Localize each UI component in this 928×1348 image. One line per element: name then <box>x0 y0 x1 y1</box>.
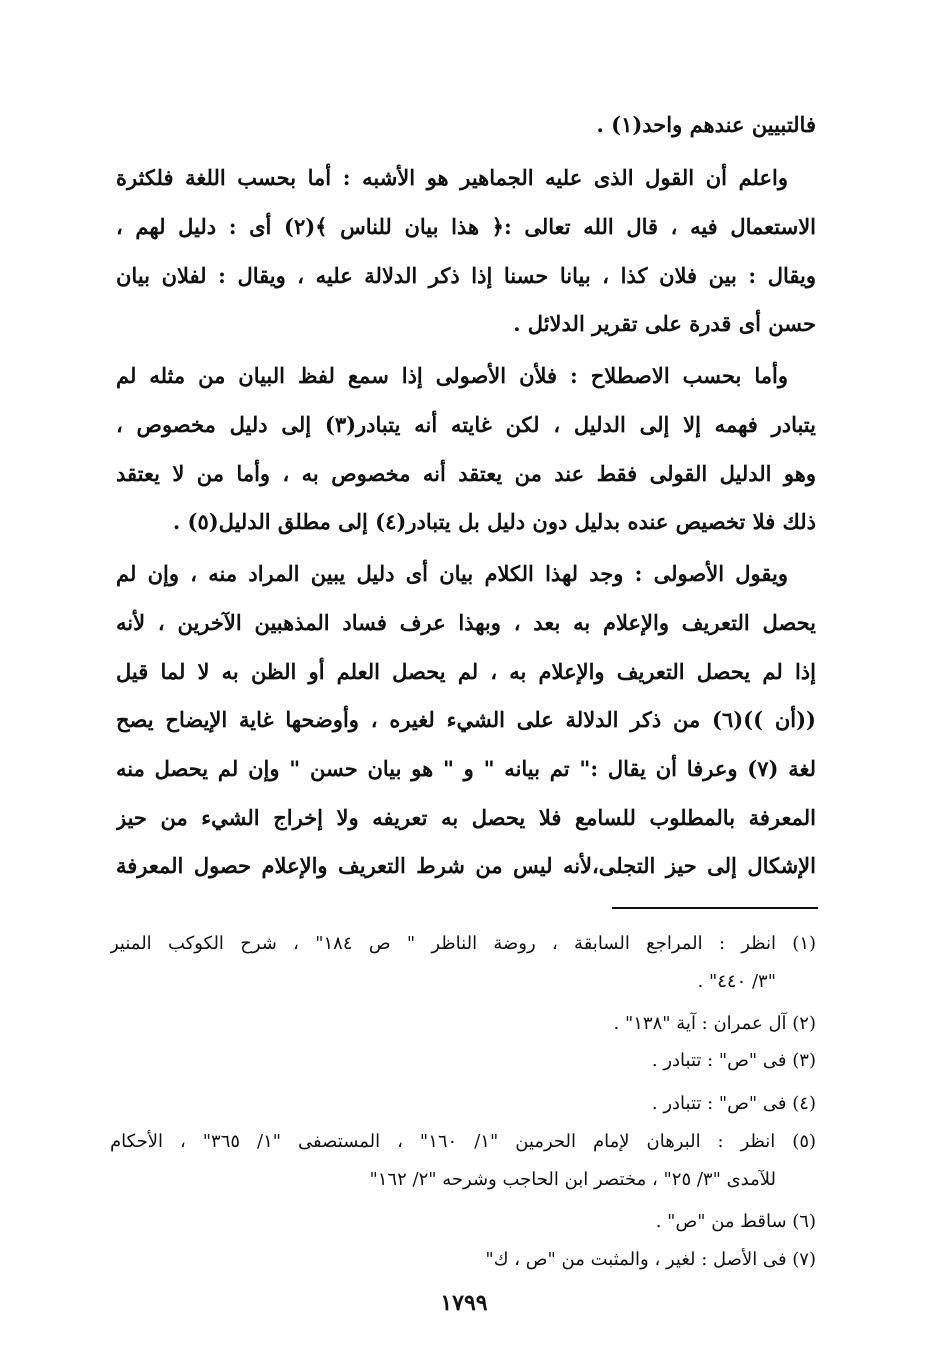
body-line: وأما بحسب الاصطلاح : فلأن الأصولى إذا سمع لفظ البيان من مثله لم <box>116 363 788 388</box>
footnote-line: (٣) فى "ص" : تتبادر . <box>651 1050 816 1071</box>
body-line: يحصل التعريف والإعلام به بعد ، وبهذا عرف فساد المذهبين الآخرين ، لأنه <box>116 610 816 635</box>
footnote-line: (١) انظر : المراجع السابقة ، روضة الناظر " ص ١٨٤" ، شرح الكوكب المنير <box>110 933 816 954</box>
body-line: فالتبيين عندهم واحد(١) . <box>596 112 816 137</box>
page-number: ١٧٩٩ <box>440 1290 488 1316</box>
footnote-line: (٧) فى الأصل : لغير ، والمثبت من "ص ، ك" <box>485 1249 816 1270</box>
body-line: إذا لم يحصل التعريف والإعلام به ، لم يحصل العلم أو الظن به لا لما قيل <box>116 659 816 684</box>
body-line: وهو الدليل القولى فقط عند من يعتقد أنه مخصوص به ، وأما من لا يعتقد <box>116 461 816 486</box>
body-line: الإشكال إلى حيز التجلى،لأنه ليس من شرط التعريف والإعلام حصول المعرفة <box>116 853 816 878</box>
body-line: لغة (٧) وعرفا أن يقال :" تم بيانه " و " هو بيان حسن " وإن لم يحصل منه <box>116 756 816 781</box>
footnote-line: "٣/ ٤٤٠" . <box>697 971 776 992</box>
footnote-separator <box>612 907 818 909</box>
body-line: المعرفة بالمطلوب للسامع فلا يحصل به تعريفه ولا إخراج الشيء من حيز <box>116 805 816 830</box>
body-line: ذلك فلا تخصيص عنده بدليل دون دليل بل يتبادر(٤) إلى مطلق الدليل(٥) . <box>172 509 816 534</box>
footnote-line: للآمدى "٣/ ٢٥" ، مختصر ابن الحاجب وشرحه "٢/ ١٦٢" <box>369 1169 776 1190</box>
footnote-line: (٥) انظر : البرهان لإمام الحرمين "١/ ١٦٠" ، المستصفى "١/ ٣٦٥" ، الأحكام <box>110 1131 816 1152</box>
body-line: ويقال : بين فلان كذا ، بيانا حسنا إذا ذكر الدلالة عليه ، ويقال : لفلان بيان <box>116 263 816 288</box>
footnote-line: (٢) آل عمران : آية "١٣٨" . <box>613 1013 816 1034</box>
footnote-line: (٤) فى "ص" : تتبادر . <box>651 1093 816 1114</box>
body-line: الاستعمال فيه ، قال الله تعالى :﴿ هذا بيان للناس ﴾(٢) أى : دليل لهم ، <box>116 214 816 239</box>
body-line: ويقول الأصولى : وجد لهذا الكلام بيان أى دليل يبين المراد منه ، وإن لم <box>116 561 788 586</box>
footnote-line: (٦) ساقط من "ص" . <box>655 1211 816 1232</box>
body-line: واعلم أن القول الذى عليه الجماهير هو الأشبه : أما بحسب اللغة فلكثرة <box>116 165 788 190</box>
body-line: ((أن ))(٦) من ذكر الدلالة على الشيء لغيره ، وأوضحها غاية الإيضاح يصح <box>116 707 816 732</box>
body-line: يتبادر فهمه إلا إلى الدليل ، لكن غايته أنه يتبادر(٣) إلى دليل مخصوص ، <box>116 412 816 437</box>
body-line: حسن أى قدرة على تقرير الدلائل . <box>513 311 816 336</box>
